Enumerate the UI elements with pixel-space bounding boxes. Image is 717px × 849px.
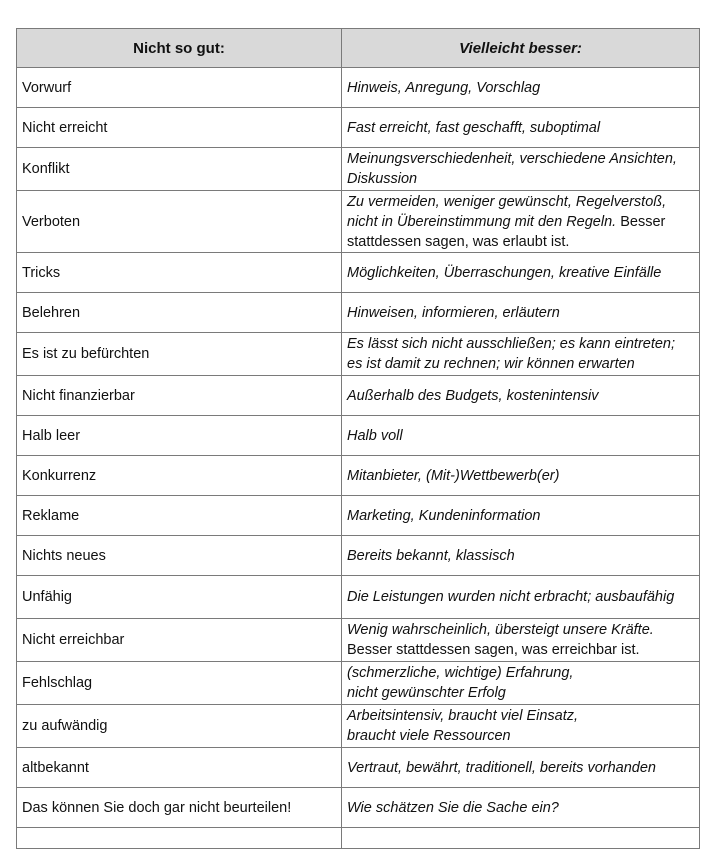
table-row (17, 253, 700, 293)
cell-better: Die Leistungen wurden nicht erbracht; ausbaufähig (342, 576, 700, 619)
table-row (17, 108, 700, 148)
cell-better (342, 662, 700, 705)
table-row (17, 748, 700, 788)
table-row (17, 148, 700, 191)
cell-bad: Das können Sie doch gar nicht beurteilen! (17, 788, 342, 828)
cell-bad: Konflikt (17, 148, 342, 191)
cell-better-italic: Zu vermeiden, weniger gewünscht, Regelverstoß, nicht in Übereinstimmung mit den Regeln. (347, 193, 667, 230)
cell-bad: Nichts neues (17, 536, 342, 576)
cell-better: Meinungsverschiedenheit, verschiedene Ansichten, Diskussion (342, 148, 700, 191)
table-row (17, 416, 700, 456)
table-row (17, 788, 700, 828)
cell-better (342, 619, 700, 662)
cell-better (342, 191, 700, 253)
cell-better: Bereits bekannt, klassisch (342, 536, 700, 576)
cell-better: Mitanbieter, (Mit-)Wettbewerb(er) (342, 456, 700, 496)
cell-bad: altbekannt (17, 748, 342, 788)
cell-better: Marketing, Kundeninformation (342, 496, 700, 536)
cell-better-extra: Besser stattdessen sagen, was erreichbar ist. (347, 642, 640, 658)
table-row (17, 376, 700, 416)
cell-better: Fast erreicht, fast geschafft, suboptimal (342, 108, 700, 148)
cell-better: Wie schätzen Sie die Sache ein? (342, 788, 700, 828)
table-row (17, 705, 700, 748)
cell-better: Außerhalb des Budgets, kostenintensiv (342, 376, 700, 416)
cell-bad: Konkurrenz (17, 456, 342, 496)
table-row (17, 496, 700, 536)
cell-bad: Reklame (17, 496, 342, 536)
table-row (17, 68, 700, 108)
table-row (17, 576, 700, 619)
cell-better-italic: Wenig wahrscheinlich, übersteigt unsere Kräfte. (347, 622, 654, 638)
table-header-row (17, 29, 700, 68)
cell-bad: Belehren (17, 293, 342, 333)
cell-bad: Vorwurf (17, 68, 342, 108)
cell-bad: Verboten (17, 191, 342, 253)
cell-better-extra: Besser stattdessen sagen, was erlaubt ist. (347, 213, 666, 250)
comparison-table (16, 28, 700, 849)
comparison-table-wrapper (16, 28, 699, 849)
table-row (17, 619, 700, 662)
cell-bad: Unfähig (17, 576, 342, 619)
table-row (17, 456, 700, 496)
cell-bad: Nicht erreichbar (17, 619, 342, 662)
cell-better-line2: braucht viele Ressourcen (347, 728, 511, 744)
cell-better-line1: (schmerzliche, wichtige) Erfahrung, (347, 665, 574, 681)
table-row (17, 333, 700, 376)
cell-bad: Fehlschlag (17, 662, 342, 705)
table-row (17, 191, 700, 253)
cell-bad: Tricks (17, 253, 342, 293)
cell-bad: Nicht finanzierbar (17, 376, 342, 416)
cell-bad: zu aufwändig (17, 705, 342, 748)
table-row (17, 293, 700, 333)
cell-better-line2: nicht gewünschter Erfolg (347, 685, 506, 701)
cell-better-line1: Arbeitsintensiv, braucht viel Einsatz, (347, 708, 579, 724)
header-not-so-good: Nicht so gut: (17, 29, 342, 68)
cell-bad: Es ist zu befürchten (17, 333, 342, 376)
header-maybe-better: Vielleicht besser: (342, 29, 700, 68)
cell-better: Hinweis, Anregung, Vorschlag (342, 68, 700, 108)
cell-better: Es lässt sich nicht ausschließen; es kann eintreten; es ist damit zu rechnen; wir können erwarten (342, 333, 700, 376)
cell-better: Hinweisen, informieren, erläutern (342, 293, 700, 333)
cell-better: Halb voll (342, 416, 700, 456)
cell-bad: Nicht erreicht (17, 108, 342, 148)
cell-better: Vertraut, bewährt, traditionell, bereits vorhanden (342, 748, 700, 788)
table-row (17, 662, 700, 705)
cell-bad: Halb leer (17, 416, 342, 456)
cell-better (342, 705, 700, 748)
table-row (17, 536, 700, 576)
cell-better: Möglichkeiten, Überraschungen, kreative Einfälle (342, 253, 700, 293)
